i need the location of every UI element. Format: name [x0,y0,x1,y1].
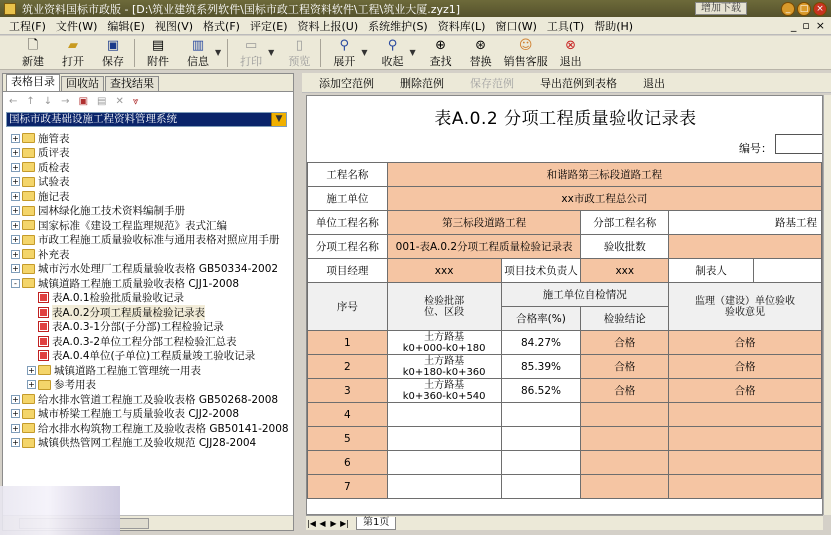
info-dropdown-icon[interactable]: ▼ [215,48,222,57]
supervisor-opinion[interactable]: 合格 [669,379,822,403]
batch-location[interactable]: 土方路基 k0+000-k0+180 [387,331,501,355]
row-number: 4 [308,403,388,427]
prev-page-icon[interactable]: ◀ [319,518,326,528]
person-icon: ☺ [518,38,533,53]
panel-splitter[interactable] [295,70,302,535]
expand-node-icon[interactable]: + [12,133,19,143]
tab-table-directory[interactable]: 表格目录 [6,74,60,91]
tree-item[interactable] [3,276,293,291]
replace-button[interactable]: ⊛ 替换 [469,38,492,68]
folder-icon [22,220,35,230]
self-check-conclusion[interactable]: 合格 [581,355,669,379]
save-example-button[interactable]: 保存范例 [470,76,514,90]
row-number: 5 [308,427,388,451]
open-button[interactable]: ▰ 打开 [62,38,84,68]
menu-format[interactable]: 格式(F) [203,19,240,33]
contractor-label: 施工单位 [308,187,388,211]
last-page-icon[interactable]: ▶| [340,518,349,528]
folder-icon [38,365,51,375]
tree-item[interactable] [3,218,293,233]
project-name-value[interactable]: 和谐路第三标段道路工程 [387,163,821,187]
menu-edit[interactable]: 编辑(E) [107,19,145,33]
print-button[interactable]: ▭ 打印 [240,38,263,68]
folder-icon [22,191,35,201]
sheet-title: 表A.0.2 分项工程质量验收记录表 [434,109,697,129]
self-check-conclusion[interactable]: 合格 [581,331,669,355]
tree-item-label: 表A.0.1检验批质量验收记录 [52,292,185,305]
menu-tools[interactable]: 工具(T) [546,19,585,33]
expand-icon: ⚲ [339,38,350,53]
menu-project[interactable]: 工程(F) [9,19,46,33]
maker-label: 制表人 [669,259,754,283]
first-page-icon[interactable]: |◀ [307,518,316,528]
folder-icon [22,394,35,404]
tree-item[interactable] [3,363,293,378]
row-number: 3 [308,379,388,403]
col-seq-header: 序号 [308,283,388,331]
form-document-icon [38,321,49,332]
tree-item-label: 城镇道路工程施工管理统一用表 [54,364,201,377]
tree-item-label: 质检表 [38,161,70,174]
binoculars-icon: ⊕ [435,38,447,53]
contractor-value[interactable]: xx市政工程总公司 [387,187,821,211]
expand-node-icon[interactable]: + [12,235,19,245]
toolbar-separator [227,39,228,67]
tab-recycle-bin[interactable]: 回收站 [61,76,104,91]
mdi-restore-icon[interactable]: ▫ [802,19,810,32]
menu-report[interactable]: 资料上报(U) [297,19,359,33]
table-row [308,427,822,451]
sheet-tabs [306,515,823,530]
tree-item[interactable] [3,160,293,175]
blurred-taskbar-area [0,486,120,535]
form-document-icon [38,292,49,303]
tree-item-label: 参考用表 [54,379,96,392]
new-file-icon: 🗋 [27,38,39,53]
collapse-icon: ⚲ [387,38,398,53]
delete-table-icon[interactable]: ✕ [115,95,124,107]
tree-item-label: 城镇道路工程施工质量验收表格 CJJ1-2008 [38,277,240,290]
printer-icon: ▭ [245,38,258,53]
maker-value[interactable] [754,259,822,283]
folder-icon [22,162,35,172]
supervisor-opinion[interactable] [669,475,822,499]
self-check-conclusion[interactable] [581,451,669,475]
folder-icon [22,177,35,187]
menu-bar [0,17,831,35]
library-select-value: 国标市政基础设施工程资料管理系统 [7,113,271,126]
expand-node-icon[interactable]: + [12,264,19,274]
pass-rate[interactable]: 86.52% [501,379,581,403]
table-row [308,475,822,499]
arrow-left-icon[interactable]: ← [9,95,18,107]
batch-location[interactable] [387,475,501,499]
pass-rate[interactable] [501,451,581,475]
supervisor-opinion[interactable] [669,427,822,451]
expand-button[interactable]: ⚲ 展开 [333,38,356,68]
expand-node-icon[interactable]: + [12,409,19,419]
col-self-check-header: 施工单位自检情况 [501,283,669,307]
tree-item[interactable] [3,131,293,146]
exit-example-button[interactable]: 退出 [643,76,665,90]
tree-item-label: 施管表 [38,132,70,145]
window-title: 筑业资料国标市政版 - [D:\筑业建筑系列软件\国标市政工程资料软件\工程\筑业大厦.zyz1] [22,2,461,16]
row-number: 6 [308,451,388,475]
table-row [308,379,822,403]
record-table [307,162,822,499]
tree-item-label: 质评表 [38,147,70,160]
expand-node-icon[interactable]: + [12,148,19,158]
item-project-value[interactable]: 001-表A.0.2分项工程质量检验记录表 [387,235,581,259]
tree-item-label: 给水排水构筑物工程施工及验收表格 GB50141-2008 [38,422,289,435]
arrow-down-icon[interactable]: ↓ [43,95,53,107]
project-manager-value[interactable]: xxx [387,259,501,283]
tree-item-label: 园林绿化施工技术资料编制手册 [38,205,185,218]
toolbar-separator [134,39,135,67]
tech-lead-label: 项目技术负责人 [501,259,581,283]
left-tabs [3,74,293,92]
filter-icon[interactable]: ⩔ [132,95,139,107]
tree-item-label: 城市污水处理厂工程质量验收表格 GB50334-2002 [38,263,279,276]
col-batch-header: 检验批部 位、区段 [387,283,501,331]
tree-item[interactable] [3,175,293,190]
sheet-vertical-scrollbar[interactable] [823,95,831,515]
expand-node-icon[interactable]: + [12,177,19,187]
row-number: 1 [308,331,388,355]
left-panel [2,73,294,531]
form-document-icon [38,307,49,318]
folder-icon [38,380,51,390]
vendor-service-button[interactable]: ☺ 销售客服 [503,38,548,68]
batch-location[interactable] [387,451,501,475]
tree-item[interactable] [3,291,293,306]
tree-item[interactable] [3,305,293,320]
tree-item[interactable] [3,349,293,364]
unit-project-value[interactable]: 第三标段道路工程 [387,211,581,235]
tree-item-label: 试验表 [38,176,70,189]
folder-icon [22,423,35,433]
table-tree [3,131,293,516]
tree-item-label: 表A.0.4单位(子单位)工程质量竣工验收记录 [52,350,256,363]
batch-location[interactable]: 土方路基 k0+180-k0+360 [387,355,501,379]
maximize-icon[interactable]: □ [797,2,811,16]
folder-icon [22,206,35,216]
tree-item[interactable] [3,233,293,248]
self-check-conclusion[interactable]: 合格 [581,379,669,403]
delete-example-button[interactable]: 删除范例 [400,76,444,90]
main-toolbar [0,36,831,70]
minimize-icon[interactable]: _ [781,2,795,16]
folder-icon [22,235,35,245]
col-conclusion-header: 检验结论 [581,307,669,331]
app-icon [4,3,16,15]
pass-rate[interactable]: 84.27% [501,331,581,355]
folder-icon [22,133,35,143]
tree-item-label: 国家标准《建设工程监理规范》表式汇编 [38,219,227,232]
tree-item-label: 给水排水管道工程施工及验收表格 GB50268-2008 [38,393,279,406]
expand-node-icon[interactable]: + [12,191,19,201]
expand-node-icon[interactable]: + [12,220,19,230]
sheet-tab-page1[interactable]: 第1页 [356,517,396,530]
self-check-conclusion[interactable] [581,475,669,499]
tree-item-label: 市政工程施工质量验收标准与通用表格对照应用手册 [38,234,280,247]
menu-window[interactable]: 窗口(W) [495,19,537,33]
record-sheet [306,95,823,515]
expand-node-icon[interactable]: + [12,423,19,433]
tree-item[interactable] [3,189,293,204]
replace-icon: ⊛ [475,38,487,53]
tree-item[interactable] [3,320,293,335]
arrow-up-icon[interactable]: ↑ [26,95,35,107]
example-toolbar [302,73,831,93]
form-document-icon [38,350,49,361]
menu-view[interactable]: 视图(V) [154,19,194,33]
info-button[interactable]: ▥ 信息 [187,38,209,68]
info-icon: ▥ [191,38,205,53]
exit-icon: ⊗ [565,38,577,53]
supervisor-opinion[interactable] [669,403,822,427]
folder-icon [22,264,35,274]
menu-maintenance[interactable]: 系统维护(S) [368,19,428,33]
find-button[interactable]: ⊕ 查找 [429,38,452,68]
col-rate-header: 合格率(%) [501,307,581,331]
project-manager-label: 项目经理 [308,259,388,283]
arrow-right-icon[interactable]: → [61,95,70,107]
preview-icon: ▯ [295,38,303,53]
folder-icon [22,409,35,419]
attach-button[interactable]: ▤ 附件 [147,38,169,68]
new-button[interactable]: 🗋 新建 [22,38,44,68]
open-folder-icon: ▰ [68,38,78,53]
tree-item[interactable] [3,262,293,277]
project-name-label: 工程名称 [308,163,388,187]
pass-rate[interactable]: 85.39% [501,355,581,379]
next-page-icon[interactable]: ▶ [330,518,337,528]
mdi-minimize-icon[interactable]: _ [790,19,797,32]
item-project-label: 分项工程名称 [308,235,388,259]
title-bar [0,0,831,17]
batch-count-label: 验收批数 [581,235,669,259]
save-button[interactable]: ▣ 保存 [102,38,124,68]
expand-node-icon[interactable]: + [12,162,19,172]
batch-location[interactable]: 土方路基 k0+360-k0+540 [387,379,501,403]
collapse-dropdown-icon[interactable]: ▼ [409,48,416,57]
tree-item[interactable] [3,247,293,262]
tree-nav-toolbar [3,92,293,110]
toolbar-separator [320,39,321,67]
expand-node-icon[interactable]: + [28,380,35,390]
tree-item-label: 城市桥梁工程施工与质量验收表 CJJ2-2008 [38,408,240,421]
folder-icon [22,438,35,448]
tree-item[interactable] [3,146,293,161]
expand-node-icon[interactable]: + [28,365,35,375]
expand-node-icon[interactable]: + [12,249,19,259]
tree-item[interactable] [3,392,293,407]
preview-button[interactable]: ▯ 预览 [288,38,311,68]
exit-button[interactable]: ⊗ 退出 [559,38,582,68]
menu-file[interactable]: 文件(W) [55,19,98,33]
library-select[interactable] [6,112,287,127]
form-document-icon [38,336,49,347]
close-icon[interactable]: × [813,2,827,16]
table-row [308,451,822,475]
download-button[interactable]: 增加下载 [695,2,747,15]
batch-count-value[interactable] [669,235,822,259]
self-check-conclusion[interactable] [581,403,669,427]
pass-rate[interactable] [501,403,581,427]
unit-project-label: 单位工程名称 [308,211,388,235]
tree-item[interactable] [3,334,293,349]
tree-item-label: 补充表 [38,248,70,261]
add-table-icon[interactable]: ▣ [78,95,89,107]
menu-help[interactable]: 帮助(H) [594,19,634,33]
pass-rate[interactable] [501,427,581,451]
supervisor-opinion[interactable]: 合格 [669,355,822,379]
collapse-button[interactable]: ⚲ 收起 [381,38,404,68]
table-row [308,355,822,379]
print-dropdown-icon[interactable]: ▼ [268,48,275,57]
tree-item[interactable] [3,407,293,422]
tree-item-label: 表A.0.3-1分部(子分部)工程检验记录 [52,321,224,334]
folder-icon [22,148,35,158]
collapse-node-icon[interactable]: - [11,279,20,288]
chevron-down-icon[interactable]: ▼ [271,113,286,126]
subdivision-value[interactable]: 路基工程 [669,211,822,235]
add-empty-example-button[interactable]: 添加空范例 [319,76,374,90]
tree-item[interactable] [3,378,293,393]
batch-location[interactable] [387,427,501,451]
tree-item[interactable] [3,421,293,436]
self-check-conclusion[interactable] [581,427,669,451]
expand-dropdown-icon[interactable]: ▼ [361,48,368,57]
tree-item-label: 施记表 [38,190,70,203]
tree-item[interactable] [3,204,293,219]
expand-node-icon[interactable]: + [12,438,19,448]
pass-rate[interactable] [501,475,581,499]
supervisor-opinion[interactable] [669,451,822,475]
tree-item-label: 表A.0.2分项工程质量检验记录表 [52,306,206,319]
batch-location[interactable] [387,403,501,427]
table-row [308,403,822,427]
number-field[interactable] [775,134,823,154]
supervisor-opinion[interactable]: 合格 [669,331,822,355]
menu-evaluate[interactable]: 评定(E) [249,19,288,33]
subdivision-label: 分部工程名称 [581,211,669,235]
menu-library[interactable]: 资料库(L) [437,19,486,33]
expand-node-icon[interactable]: + [12,206,19,216]
attachment-icon: ▤ [151,38,165,53]
row-number: 7 [308,475,388,499]
mdi-close-icon[interactable]: × [815,19,825,32]
tree-item[interactable] [3,436,293,451]
copy-table-icon[interactable]: ▤ [97,95,107,107]
tree-item-label: 城镇供热管网工程施工及验收规范 CJJ28-2004 [38,437,257,450]
right-panel [302,73,831,531]
export-example-button[interactable]: 导出范例到表格 [540,76,617,90]
floppy-icon: ▣ [106,38,120,53]
tab-search-results[interactable]: 查找结果 [105,76,159,91]
table-row [308,331,822,355]
col-supervisor-header: 监理（建设）单位验收 验收意见 [669,283,822,331]
folder-icon [22,278,35,288]
row-number: 2 [308,355,388,379]
tech-lead-value[interactable]: xxx [581,259,669,283]
tree-item-label: 表A.0.3-2单位工程分部工程检验汇总表 [52,335,237,348]
expand-node-icon[interactable]: + [12,394,19,404]
folder-icon [22,249,35,259]
number-label: 编号： [739,142,772,155]
